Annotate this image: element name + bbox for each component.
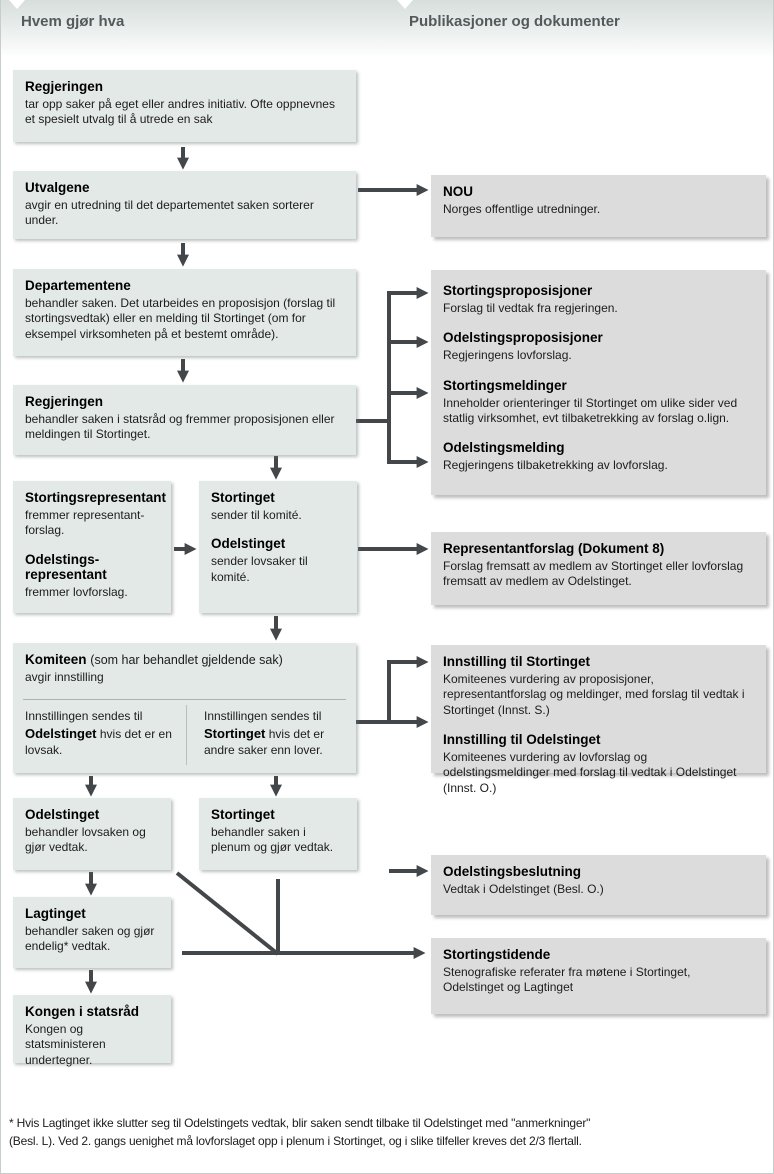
komiteen-divider-horizontal: [23, 699, 346, 700]
box-title: Stortinget: [211, 490, 275, 505]
footnote: [9, 1114, 759, 1150]
box-body: sender til komité.: [211, 508, 302, 522]
box-title: Regjeringen: [25, 394, 104, 409]
box-title: Stortinget: [211, 807, 275, 822]
box-title: Utvalgene: [25, 180, 90, 195]
doc-proposisjoner: [431, 270, 766, 495]
box-regjeringen-2: [13, 385, 356, 455]
box-odelstinget: [13, 798, 171, 870]
box-body: Kongen og statsministeren undertegner.: [25, 1022, 106, 1067]
box-departementene: [13, 269, 356, 356]
doc-item: [443, 732, 754, 796]
doc-body: Vedtak i Odelstinget (Besl. O.): [443, 882, 604, 896]
doc-title: Representantforslag (Dokument 8): [443, 541, 665, 556]
doc-innstilling: [431, 645, 766, 795]
footnote-line-2: (Besl. L). Ved 2. gangs uenighet må lovforslaget opp i plenum i Stortinget, og i slike tilfeller kreves det 2/3 flertall.: [9, 1134, 582, 1148]
doc-title: Odelstingsmelding: [443, 440, 565, 456]
box-body: sender lovsaker til komité.: [211, 554, 308, 584]
box-utvalgene: [13, 171, 356, 239]
footnote-line-1: * Hvis Lagtinget ikke slutter seg til Odelstingets vedtak, blir saken sendt tilbake til Odelstinget med "anmerkninger": [9, 1116, 591, 1130]
doc-body: Forslag til vedtak fra regjeringen.: [443, 301, 618, 315]
doc-body: Komiteenes vurdering av proposisjoner, representantforslag og meldinger, med forslag til vedtak i Stortinget (Innst. S.): [443, 672, 745, 717]
komiteen-left-pre: Innstillingen sendes til: [25, 709, 143, 723]
doc-item: [443, 330, 754, 363]
doc-stortingstidende: [431, 938, 766, 1014]
box-body: fremmer lovforslag.: [25, 584, 128, 599]
komiteen-left-bold: Odelstinget: [25, 725, 97, 741]
column-title-left: Hvem gjør hva: [21, 13, 125, 30]
doc-item: [443, 378, 754, 427]
box-title: Odelstings-representant: [25, 551, 107, 582]
connector-odelstinget-diagonal: [177, 873, 278, 954]
doc-body: Forslag fremsatt av medlem av Stortinget eller lovforslag fremsatt av medlem av Odelstinget.: [443, 559, 744, 589]
komiteen-divider-vertical: [186, 705, 187, 765]
komiteen-line2: avgir innstilling: [25, 670, 104, 684]
doc-title: NOU: [443, 184, 473, 199]
komiteen-left-note: [25, 709, 175, 758]
doc-title: Odelstingsproposisjoner: [443, 330, 603, 346]
komiteen-right-note: [204, 709, 349, 758]
box-ting: [199, 481, 357, 613]
box-kongen: [13, 995, 171, 1067]
box-title: Regjeringen: [25, 79, 104, 94]
box-stortinget: [199, 798, 357, 870]
box-section: [25, 490, 167, 539]
box-body: fremmer representant-forslag.: [25, 508, 145, 538]
box-section: [25, 552, 159, 600]
box-section: [211, 490, 345, 523]
box-regjeringen-1: [13, 70, 356, 142]
komiteen-right-pre: Innstillingen sendes til: [204, 709, 322, 723]
box-body: behandler saken og gjør endelig* vedtak.: [25, 924, 155, 954]
doc-nou: [431, 175, 766, 237]
doc-body: Norges offentlige utredninger.: [443, 202, 601, 216]
doc-body: Regjeringens tilbaketrekking av lovforslag.: [443, 458, 668, 473]
box-body: avgir en utredning til det departementet saken sorterer under.: [25, 198, 314, 228]
komiteen-left-post: hvis det er en lovsak.: [25, 726, 172, 757]
box-title: Odelstinget: [25, 807, 100, 822]
doc-representantforslag: [431, 532, 766, 605]
doc-body: Regjeringens lovforslag.: [443, 348, 572, 363]
box-title: Departementene: [25, 278, 131, 293]
box-komiteen: [13, 643, 356, 773]
box-body: behandler lovsaken og gjør vedtak.: [25, 825, 146, 855]
doc-odelstingsbeslutning: [431, 855, 766, 915]
doc-title: Stortingsproposisjoner: [443, 283, 593, 298]
box-title: [25, 652, 344, 667]
header-notch-right-icon: [397, 0, 413, 9]
komiteen-title: Komiteen: [25, 652, 87, 667]
doc-body: Inneholder orienteringer til Stortinget om ulike sider ved statlig virksomhet, evt tilbaketrekking av forslag o.lign.: [443, 395, 738, 426]
box-body: tar opp saker på eget eller andres initiativ. Ofte oppnevnes et spesielt utvalg til å utrede en sak: [25, 97, 335, 127]
doc-title: Innstilling til Stortinget: [443, 654, 590, 669]
doc-title: Innstilling til Odelstinget: [443, 732, 601, 748]
box-body: behandler saken i plenum og gjør vedtak.: [211, 825, 334, 855]
box-title: Stortingsrepresentant: [25, 490, 167, 505]
doc-title: Stortingsmeldinger: [443, 377, 567, 393]
doc-item: [443, 283, 754, 316]
doc-body: Stenografiske referater fra møtene i Stortinget, Odelstinget og Lagtinget: [443, 965, 691, 995]
box-body: behandler saken i statsråd og fremmer proposisjonen eller meldingen til Stortinget.: [25, 412, 335, 442]
doc-body: Komiteenes vurdering av lovforslag og odelstingsmeldinger med forslag til vedtak i Odelstinget (Innst. O.): [443, 750, 737, 795]
box-body: behandler saken. Det utarbeides en proposisjon (forslag til stortingsvedtak) eller en melding til Stortinget (om for eksempel virksomheten på et bestemt område).: [25, 296, 336, 341]
box-title: Lagtinget: [25, 906, 86, 921]
box-section: [211, 536, 345, 585]
header-notch-left-icon: [9, 0, 25, 9]
doc-title: Stortingstidende: [443, 947, 551, 962]
box-representant: [13, 481, 171, 613]
komiteen-right-post: hvis det er andre saker enn lover.: [204, 726, 325, 757]
box-lagtinget: [13, 897, 171, 968]
komiteen-title-note: (som har behandlet gjeldende sak): [90, 653, 283, 667]
doc-title: Odelstingsbeslutning: [443, 864, 582, 879]
box-title: Kongen i statsråd: [25, 1004, 140, 1019]
box-title: Odelstinget: [211, 536, 286, 552]
doc-item: [443, 654, 754, 718]
komiteen-right-bold: Stortinget: [204, 725, 266, 741]
column-title-right: Publikasjoner og dokumenter: [409, 13, 620, 30]
doc-item: [443, 440, 754, 473]
